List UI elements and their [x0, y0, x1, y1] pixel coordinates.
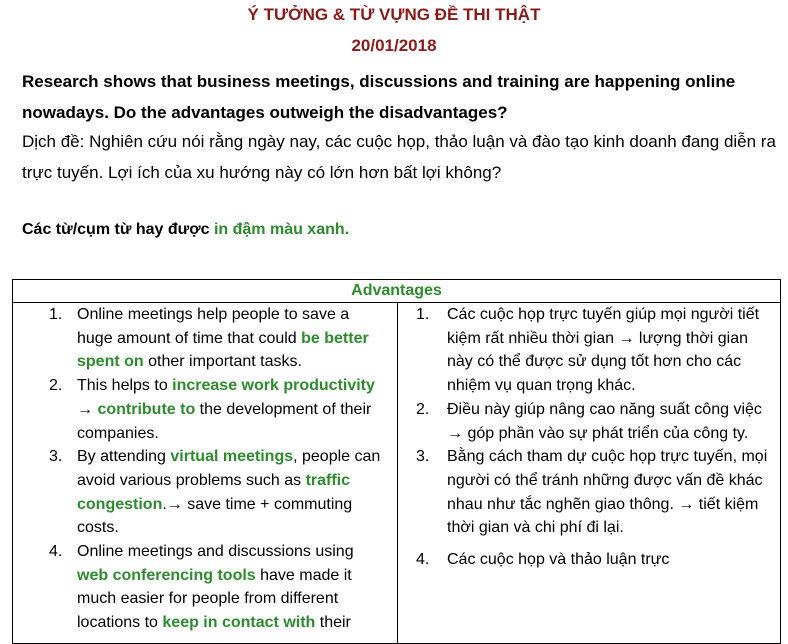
english-item-1	[13, 303, 397, 374]
table-header: Advantages	[13, 280, 781, 303]
item-number: 2.	[416, 400, 430, 418]
vietnamese-column	[398, 303, 781, 644]
advantages-table	[12, 279, 781, 644]
highlighted-phrase: virtual meetings	[170, 448, 294, 466]
item-text: their	[315, 614, 351, 632]
item-text: Online meetings help people to save a huge amount of time that could	[77, 306, 350, 347]
question-translation: Dịch đề: Nghiên cứu nói rằng ngày nay, các cuộc họp, thảo luận và đào tạo kinh doanh đang diễn ra trực tuyến. Lợi ích của xu hướng này có lớn hơn bất lợi không?	[22, 132, 776, 182]
item-text: , people can avoid various problems such as	[77, 448, 381, 489]
highlighted-phrase: traffic congestion	[77, 471, 351, 513]
highlight-note	[22, 221, 349, 239]
exam-question: Research shows that business meetings, discussions and training are happening online nowadays. Do the advantages outweigh the disadvantages?	[22, 72, 736, 122]
english-item-3	[13, 445, 397, 540]
highlighted-phrase: increase work productivity	[172, 377, 375, 395]
note-highlight: in đậm màu xanh.	[213, 221, 350, 238]
page-title: Ý TƯỞNG & TỪ VỰNG ĐỀ THI THẬT	[247, 5, 541, 24]
item-text: →	[77, 400, 98, 418]
vietnamese-list	[398, 303, 780, 572]
exam-date: 20/01/2018	[351, 36, 437, 55]
vietnamese-item-4	[398, 548, 780, 572]
english-list	[13, 303, 397, 635]
highlighted-phrase: be better spent on	[77, 329, 369, 371]
item-text: have made it much easier for people from different locations to	[77, 566, 352, 632]
english-item-4	[13, 540, 397, 635]
item-text: Các cuộc họp trực tuyến giúp mọi người tiết kiệm rất nhiều thời gian → lượng thời gian này có thể được sử dụng tốt hơn cho các nhiệm vụ quan trọng khác.	[447, 306, 760, 395]
item-text: Bằng cách tham dự cuộc họp trực tuyến, mọi người có thể tránh những được vấn đề khác nhau như tắc nghẽn giao thông. → tiết kiệm thời gian và chi phí đi lại.	[447, 448, 768, 537]
item-text: the development of their companies.	[77, 400, 372, 442]
item-text: This helps to	[77, 377, 173, 395]
item-number: 3.	[49, 448, 63, 466]
vietnamese-item-1	[398, 303, 780, 398]
item-text: By attending	[77, 448, 171, 466]
english-item-2	[13, 374, 397, 445]
item-text: Online meetings and discussions using	[77, 543, 354, 561]
item-number: 1.	[416, 306, 430, 323]
item-text: .→ save time + commuting costs.	[77, 495, 353, 537]
item-number: 4.	[416, 551, 430, 569]
highlighted-phrase: keep in contact with	[162, 614, 316, 632]
item-number: 2.	[49, 377, 63, 395]
highlighted-phrase: contribute to	[97, 400, 196, 418]
item-number: 4.	[49, 543, 63, 561]
vietnamese-item-3	[398, 445, 780, 540]
note-prefix: Các từ/cụm từ hay được	[22, 221, 214, 238]
vietnamese-item-2	[398, 398, 780, 445]
highlighted-phrase: web conferencing tools	[77, 566, 256, 584]
item-text: Điều này giúp nâng cao năng suất công việc → góp phần vào sự phát triển của công ty.	[447, 400, 762, 442]
item-number: 1.	[49, 306, 63, 323]
item-text: other important tasks.	[143, 353, 302, 371]
item-text: Các cuộc họp và thảo luận trực	[447, 551, 670, 569]
item-number: 3.	[416, 448, 430, 466]
english-column	[13, 303, 398, 644]
